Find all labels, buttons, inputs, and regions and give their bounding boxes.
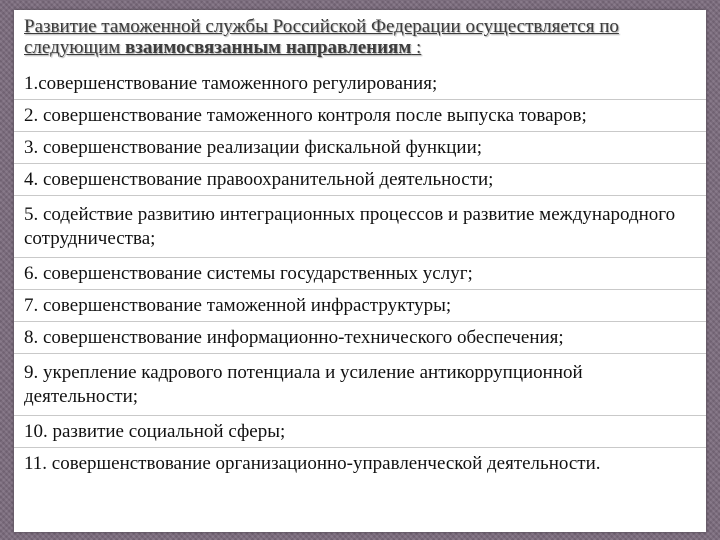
list-item: 8. совершенствование информационно-технического обеспечения; xyxy=(14,322,706,354)
list-item: 6. совершенствование системы государственных услуг; xyxy=(14,258,706,290)
list-item: 9. укрепление кадрового потенциала и усиление антикоррупционной деятельности; xyxy=(14,354,706,416)
list-item: 3. совершенствование реализации фискальной функции; xyxy=(14,132,706,164)
slide-panel xyxy=(14,10,706,532)
list-item: 5. содействие развитию интеграционных процессов и развитие международного сотрудничества; xyxy=(14,196,706,258)
list-item: 1.совершенствование таможенного регулирования; xyxy=(14,68,706,100)
heading-text: Развитие таможенной службы Российской Федерации осуществляется по следующим xyxy=(24,16,619,58)
slide-heading xyxy=(24,16,696,58)
heading-bold-text: взаимосвязанным направлениям xyxy=(125,37,412,58)
list-item: 4. совершенствование правоохранительной деятельности; xyxy=(14,164,706,196)
list-item: 7. совершенствование таможенной инфраструктуры; xyxy=(14,290,706,322)
list-item: 10. развитие социальной сферы; xyxy=(14,416,706,448)
list-item: 11. совершенствование организационно-управленческой деятельности. xyxy=(24,453,601,474)
directions-list xyxy=(14,68,706,480)
list-item: 2. совершенствование таможенного контроля после выпуска товаров; xyxy=(14,100,706,132)
heading-colon: : xyxy=(411,37,422,58)
